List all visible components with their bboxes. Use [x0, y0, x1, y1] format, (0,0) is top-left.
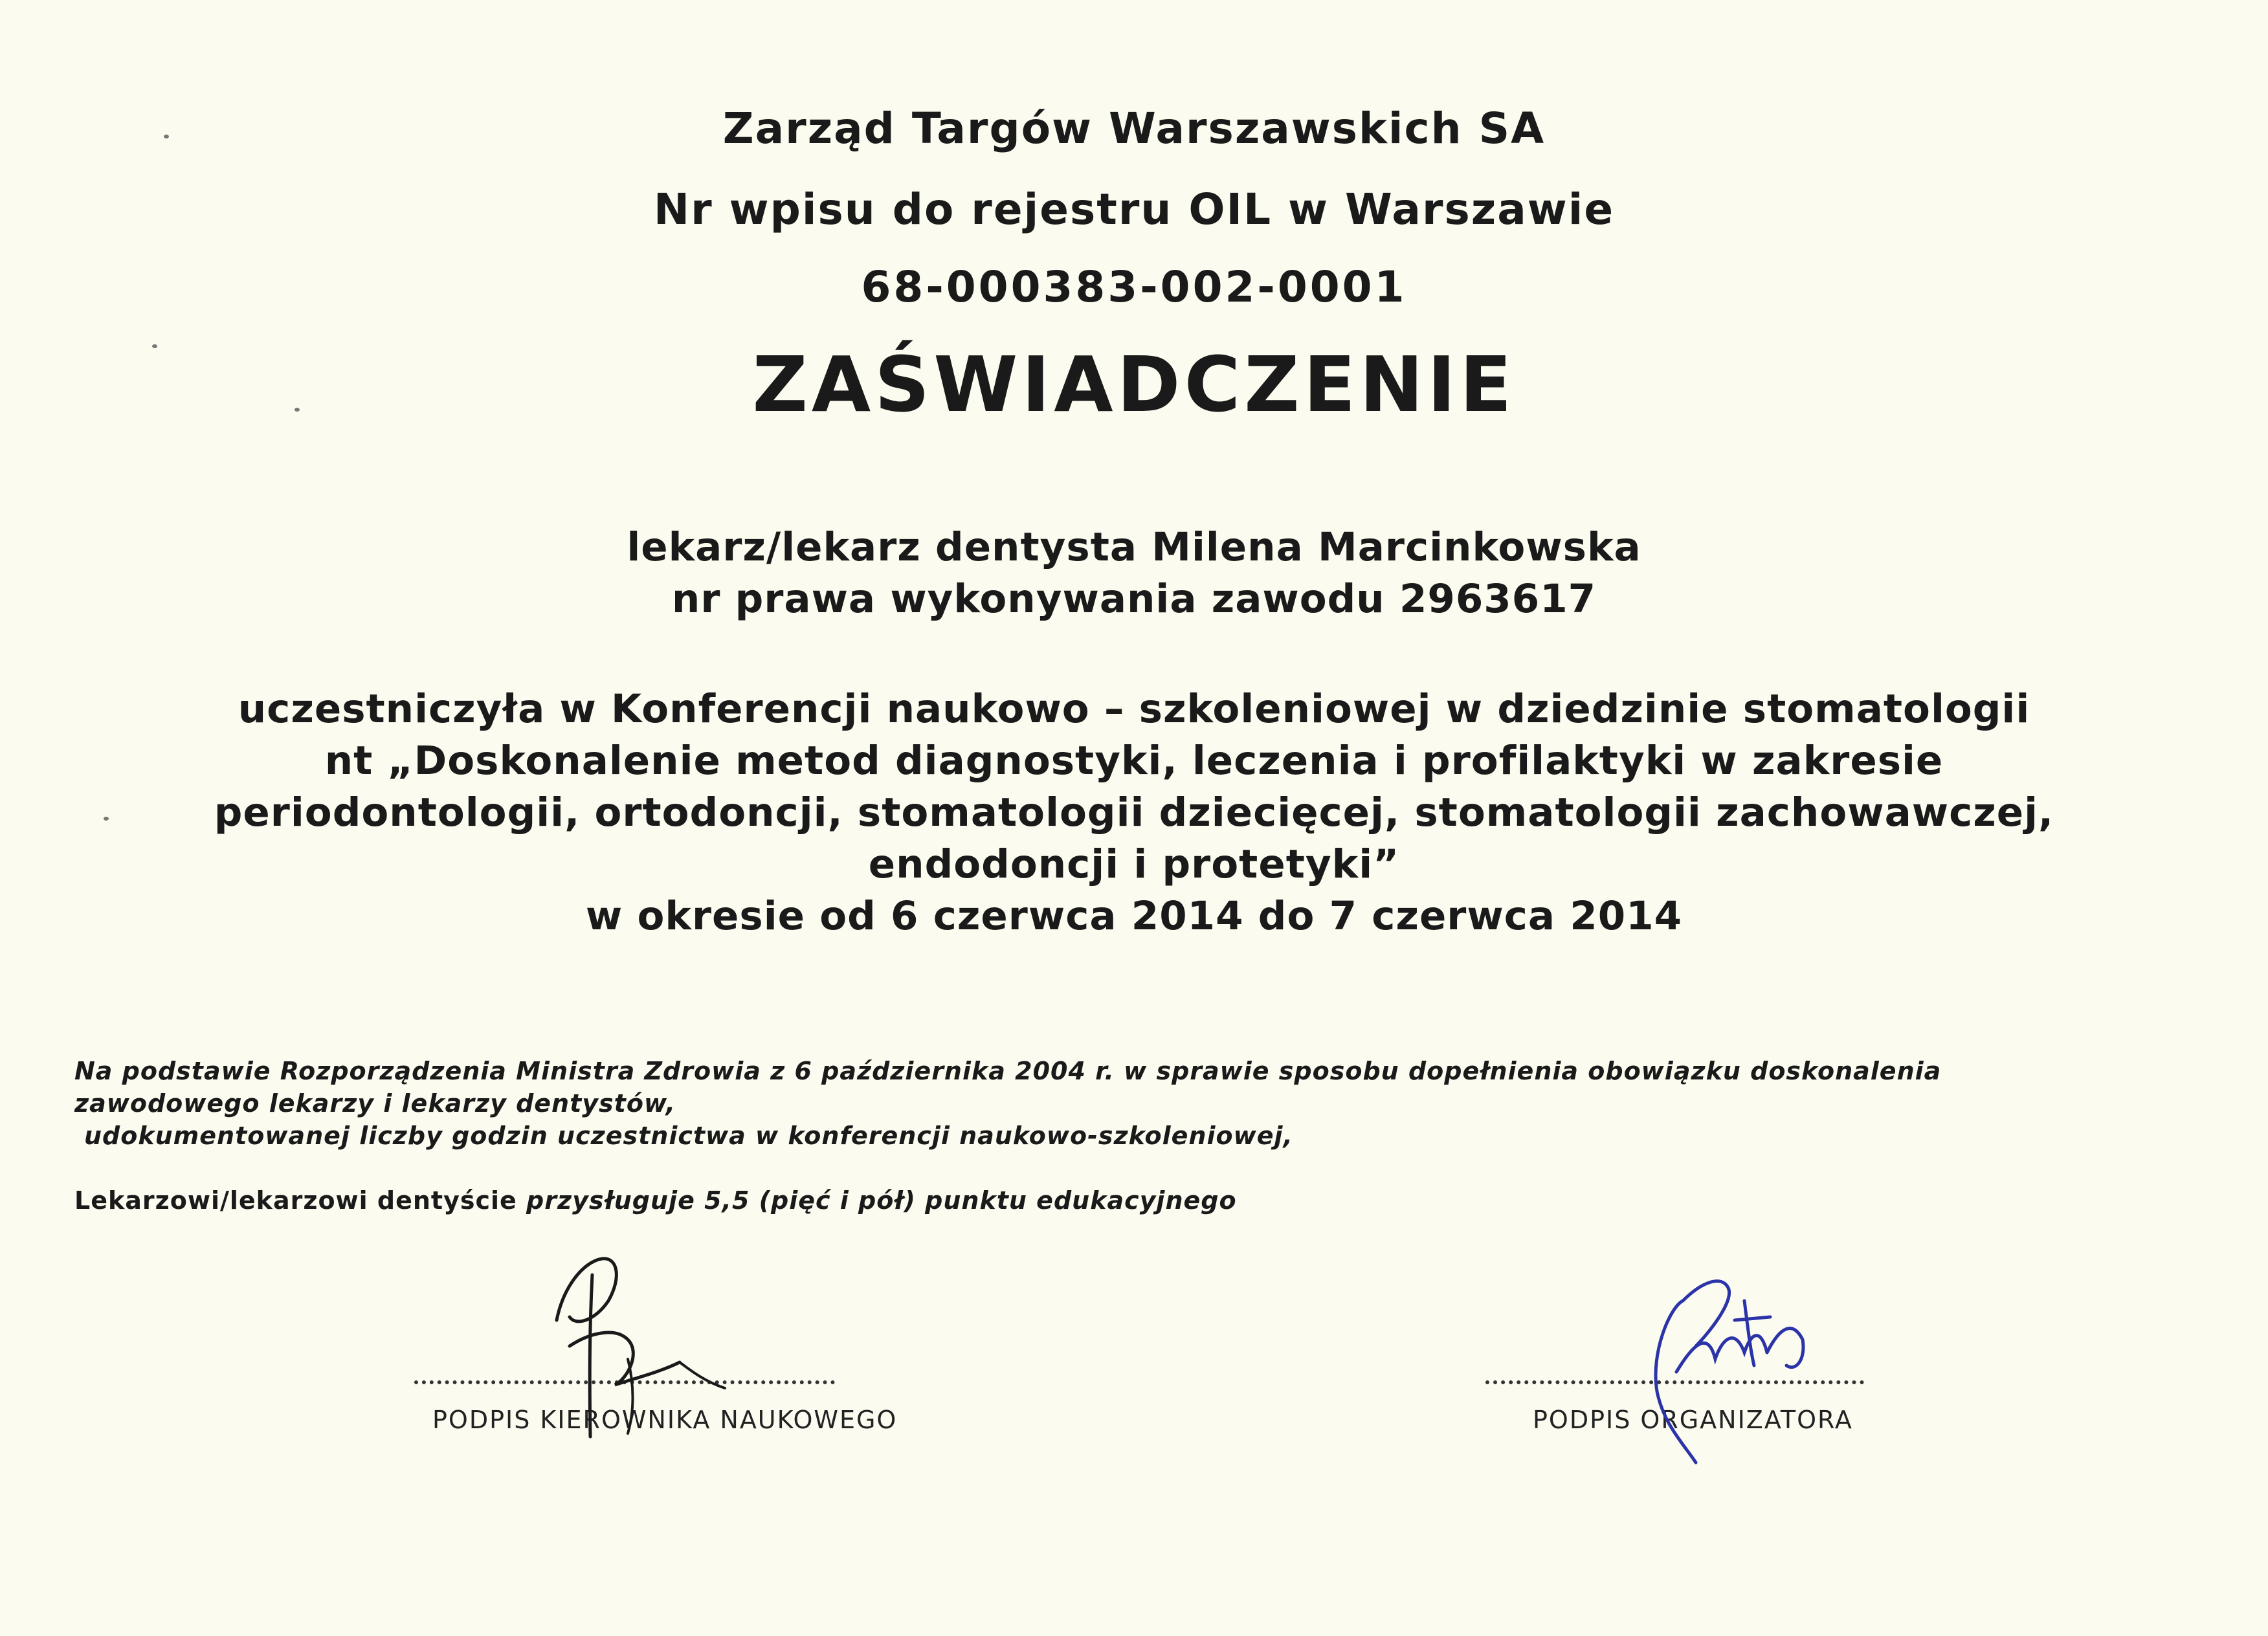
conference-topic-line: endodoncji i protetyki”	[868, 841, 1400, 887]
legal-basis-line: Na podstawie Rozporządzenia Ministra Zdrowia z 6 października 2004 r. w sprawie sposobu dopełnienia obowiązku doskonalenia	[74, 1057, 1942, 1085]
points-prefix: Lekarzowi/lekarzowi dentyście	[74, 1186, 527, 1215]
recipient-line: lekarz/lekarz dentysta Milena Marcinkowska	[627, 524, 1641, 570]
conference-topic-line: nt „Doskonalenie metod diagnostyki, leczenia i profilaktyki w zakresie	[324, 738, 1944, 784]
issuer-name: Zarząd Targów Warszawskich SA	[722, 104, 1546, 153]
registry-number: 68-000383-002-0001	[861, 262, 1407, 312]
scientific-director-signature-label: PODPIS KIEROWNIKA NAUKOWEGO	[432, 1406, 898, 1434]
legal-basis-line: zawodowego lekarzy i lekarzy dentystów,	[74, 1089, 676, 1118]
registry-label: Nr wpisu do rejestru OIL w Warszawie	[653, 184, 1615, 234]
document-title: ZAŚWIADCZENIE	[752, 340, 1516, 429]
organizer-signature	[1631, 1262, 1819, 1476]
license-number-line: nr prawa wykonywania zawodu 2963617	[671, 576, 1597, 622]
period-line: w okresie od 6 czerwca 2014 do 7 czerwca 2014	[585, 893, 1683, 939]
scientific-director-signature	[531, 1249, 738, 1443]
organizer-signature-label: PODPIS ORGANIZATORA	[1533, 1406, 1853, 1434]
participation-line: uczestniczyła w Konferencji naukowo – szkoleniowej w dziedzinie stomatologii	[238, 686, 2030, 732]
education-points-line	[74, 1186, 1237, 1215]
legal-basis-line: udokumentowanej liczby godzin uczestnictwa w konferencji naukowo-szkoleniowej,	[84, 1122, 1293, 1150]
points-value: przysługuje 5,5 (pięć i pół) punktu edukacyjnego	[526, 1186, 1237, 1215]
conference-topic-line: periodontologii, ortodoncji, stomatologii dziecięcej, stomatologii zachowawczej,	[214, 790, 2054, 835]
